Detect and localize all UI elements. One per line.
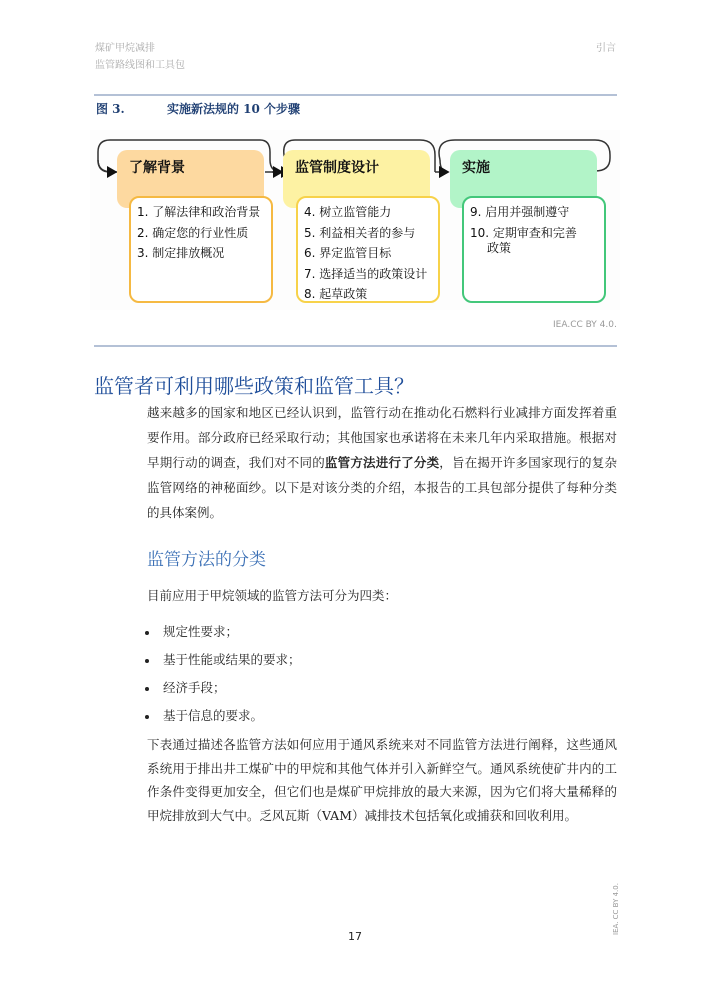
step-item: 2. 确定您的行业性质 bbox=[137, 225, 249, 240]
step-item: 1. 了解法律和政治背景 bbox=[137, 205, 261, 219]
bullet-text: 基于信息的要求。 bbox=[163, 708, 264, 723]
bullet-icon bbox=[145, 715, 149, 719]
step-item: 3. 制定排放概况 bbox=[137, 246, 225, 260]
side-credit: IEA. CC BY 4.0. bbox=[611, 883, 620, 935]
bullet-text: 规定性要求； bbox=[163, 624, 239, 639]
step-item: 7. 选择适当的政策设计 bbox=[304, 266, 428, 281]
bullet-icon bbox=[145, 659, 149, 663]
stage-2-steps bbox=[296, 196, 440, 303]
stage-1-steps bbox=[129, 196, 273, 303]
stage-1-header: 了解背景 bbox=[117, 150, 264, 208]
header-section: 引言 bbox=[596, 43, 616, 54]
section-paragraph bbox=[147, 400, 617, 525]
subsection-heading: 监管方法的分类 bbox=[147, 550, 266, 570]
step-item: 6. 界定监管目标 bbox=[304, 246, 392, 260]
bullet-item bbox=[145, 706, 263, 724]
divider bbox=[94, 94, 617, 96]
bullet-text: 经济手段； bbox=[163, 680, 226, 695]
step-item: 4. 树立监管能力 bbox=[304, 205, 392, 219]
step-item: 9. 启用并强制遵守 bbox=[470, 205, 570, 219]
stage-3-header: 实施 bbox=[450, 150, 597, 208]
subsection-intro: 目前应用于甲烷领域的监管方法可分为四类： bbox=[147, 588, 398, 603]
text-span: 越来越多的国家和地区已经认识到，监管行动在推动化石燃料行业减排方面发挥着重要作用。部分政府已经采取行动；其他国家也承诺将在未来几年内采取措施。根据对早期行动的调查，我们对不同的 bbox=[147, 405, 617, 470]
step-item: 5. 利益相关者的参与 bbox=[304, 225, 416, 240]
figure-credit: IEA.CC BY 4.0. bbox=[553, 320, 617, 330]
header-doc-subtitle: 监管路线图和工具包 bbox=[95, 60, 185, 71]
text-span: ，旨在揭开许多国家现行的复杂监管网络的神秘面纱。以下是对该分类的介绍，本报告的工具包部分提供了每种分类的具体案例。 bbox=[147, 455, 617, 520]
bullet-item bbox=[145, 650, 301, 668]
step-item: 政策 bbox=[487, 241, 512, 255]
section-heading: 监管者可利用哪些政策和监管工具？ bbox=[94, 374, 414, 398]
figure-title: 实施新法规的 10 个步骤 bbox=[167, 102, 301, 116]
bold-term: 监管方法进行了分类 bbox=[324, 455, 440, 470]
step-item: 10. 定期审查和完善 bbox=[470, 225, 577, 240]
bullet-text: 基于性能或结果的要求； bbox=[163, 652, 301, 667]
bullet-icon bbox=[145, 687, 149, 691]
step-item: 8. 起草政策 bbox=[304, 287, 368, 301]
bullet-icon bbox=[145, 631, 149, 635]
header-doc-title: 煤矿甲烷减排 bbox=[95, 43, 155, 54]
bullet-item bbox=[145, 678, 226, 696]
figure-number: 图 3. bbox=[96, 102, 125, 116]
page-number: 17 bbox=[348, 930, 362, 943]
divider bbox=[94, 345, 617, 347]
stage-3-steps bbox=[462, 196, 606, 303]
subsection-paragraph: 下表通过描述各监管方法如何应用于通风系统来对不同监管方法进行阐释，这些通风系统用于排出井工煤矿中的甲烷和其他气体并引入新鲜空气。通风系统使矿井内的工作条件变得更加安全，但它们也是煤矿甲烷排放的最大来源，因为它们将大量稀释的甲烷排放到大气中。乏风瓦斯（VAM）减排技术包括氧化或捕获和回收利用。 bbox=[147, 737, 617, 823]
bullet-item bbox=[145, 622, 238, 640]
stage-2-header: 监管制度设计 bbox=[283, 150, 430, 208]
